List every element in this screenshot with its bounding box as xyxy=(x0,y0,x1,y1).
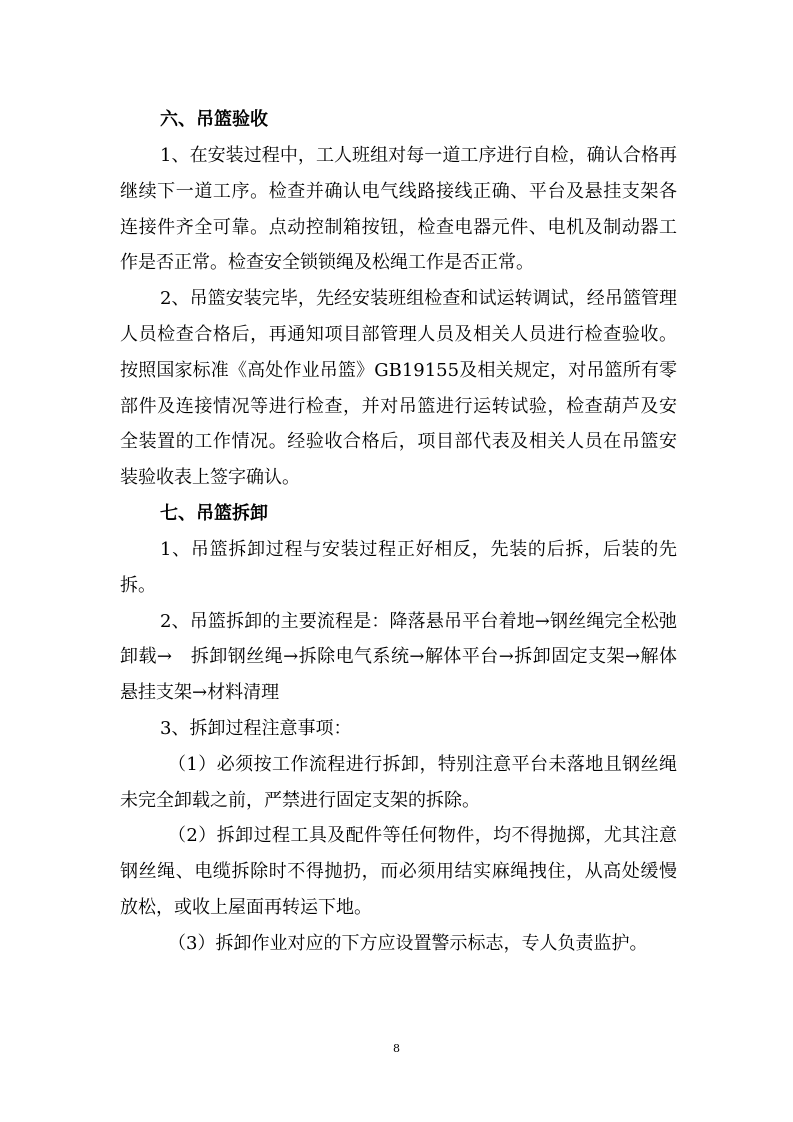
page-number: 8 xyxy=(393,1042,400,1055)
acceptance-paragraph-2: 2、吊篮安装完毕，先经安装班组检查和试运转调试，经吊篮管理人员检查合格后，再通知项目部管理人员及相关人员进行检查验收。按照国家标准《高处作业吊篮》GB19155及相关规定，对吊篮所有零部件及连接情况等进行检查，并对吊篮进行运转试验，检查葫芦及安全装置的工作情况。经验收合格后，项目部代表及相关人员在吊篮安装验收表上签字确认。 xyxy=(120,288,677,489)
section-heading-disassembly: 七、吊篮拆卸 xyxy=(160,502,268,524)
document-body xyxy=(120,102,677,962)
disassembly-note-1: （1）必须按工作流程进行拆卸，特别注意平台未落地且钢丝绳未完全卸载之前，严禁进行固定支架的拆除。 xyxy=(120,753,677,811)
section-heading-acceptance: 六、吊篮验收 xyxy=(160,109,268,130)
acceptance-paragraph-1: 1、在安装过程中，工人班组对每一道工序进行自检，确认合格再继续下一道工序。检查并确认电气线路接线正确、平台及悬挂支架各连接件齐全可靠。点动控制箱按钮，检查电器元件、电机及制动器工作是否正常。检查安全锁锁绳及松绳工作是否正常。 xyxy=(120,145,677,274)
disassembly-note-3: （3）拆卸作业对应的下方应设置警示标志，专人负责监护。 xyxy=(168,932,648,954)
disassembly-paragraph-2: 2、吊篮拆卸的主要流程是：降落悬吊平台着地→钢丝绳完全松弛卸载→ 拆卸钢丝绳→拆除电气系统→解体平台→拆卸固定支架→解体悬挂支架→材料清理 xyxy=(120,610,677,704)
disassembly-paragraph-1: 1、吊篮拆卸过程与安装过程正好相反，先装的后拆，后装的先拆。 xyxy=(120,538,677,596)
disassembly-note-2: （2）拆卸过程工具及配件等任何物件，均不得抛掷，尤其注意钢丝绳、电缆拆除时不得抛扔，而必须用结实麻绳拽住，从高处缓慢放松，或收上屋面再转运下地。 xyxy=(120,825,677,918)
disassembly-paragraph-3: 3、拆卸过程注意事项： xyxy=(160,717,352,739)
